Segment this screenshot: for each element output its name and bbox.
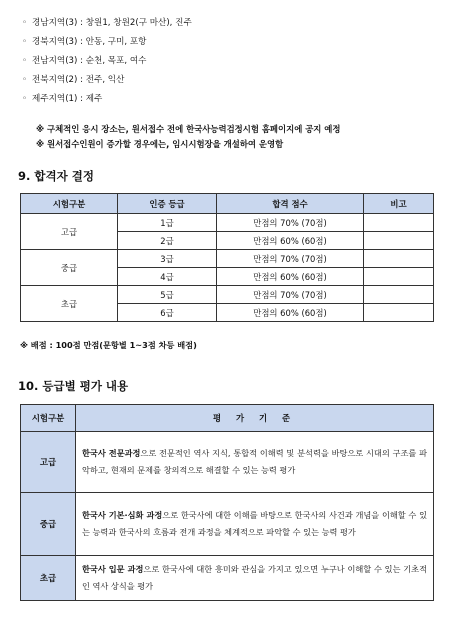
grade-cell: 6급 — [118, 304, 217, 322]
description-cell — [76, 493, 434, 556]
table-row — [21, 556, 434, 601]
note-cell — [364, 286, 434, 304]
region-item — [22, 90, 192, 109]
section-title-evaluation: 10. 등급별 평가 내용 — [18, 379, 129, 393]
note-cell — [364, 232, 434, 250]
region-text: 전북지역(2) : 전주, 익산 — [32, 75, 125, 85]
scoring-note: ※ 배점 : 100점 만점(문항별 1~3점 차등 배점) — [20, 340, 197, 350]
bullet-icon: ◦ — [22, 56, 28, 66]
column-header: 시험구분 — [21, 194, 118, 214]
region-item — [22, 52, 192, 71]
region-text: 경북지역(3) : 안동, 구미, 포항 — [32, 37, 147, 47]
column-header: 평 가 기 준 — [76, 405, 434, 432]
column-header: 합격 점수 — [217, 194, 364, 214]
score-cell: 만점의 60% (60점) — [217, 268, 364, 286]
evaluation-table — [20, 404, 434, 601]
description-cell — [76, 432, 434, 493]
bullet-icon: ◦ — [22, 18, 28, 28]
note-cell — [364, 214, 434, 232]
section-title-pass-criteria: 9. 합격자 결정 — [18, 169, 94, 183]
notice-text: 구체적인 응시 장소는, 원서접수 전에 한국사능력검정시험 홈페이지에 공지 예정 — [47, 124, 341, 134]
bullet-icon: ◦ — [22, 75, 28, 85]
course-name: 한국사 전문과정 — [82, 448, 141, 458]
column-header: 시험구분 — [21, 405, 76, 432]
region-item — [22, 71, 192, 90]
pass-criteria-table — [20, 193, 434, 322]
notice-list — [36, 122, 340, 152]
notice-text: 원서접수인원이 증가할 경우에는, 임시시험장을 개설하여 운영함 — [47, 139, 284, 149]
level-cell: 고급 — [21, 214, 118, 250]
course-name: 한국사 입문 과정 — [82, 564, 144, 574]
grade-cell: 1급 — [118, 214, 217, 232]
note-cell — [364, 304, 434, 322]
table-row — [21, 493, 434, 556]
region-item — [22, 33, 192, 52]
score-cell: 만점의 70% (70점) — [217, 250, 364, 268]
grade-cell: 3급 — [118, 250, 217, 268]
column-header: 인증 등급 — [118, 194, 217, 214]
description-text: 으로 한국사에 대한 이해를 바탕으로 한국사의 사건과 개념을 이해할 수 있는 능력과 한국사의 흐름과 전개 과정을 체계적으로 파악할 수 있는 능력 평가 — [82, 510, 427, 537]
description-text: 으로 전문적인 역사 지식, 통합적 이해력 및 분석력을 바탕으로 시대의 구조를 파악하고, 현재의 문제를 창의적으로 해결할 수 있는 능력 평가 — [82, 448, 427, 475]
score-cell: 만점의 70% (70점) — [217, 286, 364, 304]
note-cell — [364, 250, 434, 268]
region-item — [22, 14, 192, 33]
grade-cell: 4급 — [118, 268, 217, 286]
level-cell: 고급 — [21, 432, 76, 493]
reference-mark-icon: ※ — [36, 124, 45, 134]
level-cell: 중급 — [21, 493, 76, 556]
table-row — [21, 286, 434, 304]
region-text: 전남지역(3) : 순천, 목포, 여수 — [32, 56, 147, 66]
region-text: 경남지역(3) : 창원1, 창원2(구 마산), 진주 — [32, 18, 192, 28]
region-list — [22, 14, 192, 109]
description-cell — [76, 556, 434, 601]
score-cell: 만점의 60% (60점) — [217, 232, 364, 250]
column-header: 비고 — [364, 194, 434, 214]
level-cell: 초급 — [21, 556, 76, 601]
grade-cell: 5급 — [118, 286, 217, 304]
bullet-icon: ◦ — [22, 37, 28, 47]
table-row — [21, 432, 434, 493]
level-cell: 중급 — [21, 250, 118, 286]
reference-mark-icon: ※ — [36, 139, 45, 149]
description-text: 으로 한국사에 대한 흥미와 관심을 가지고 있으면 누구나 이해할 수 있는 기초적인 역사 상식을 평가 — [82, 564, 427, 591]
bullet-icon: ◦ — [22, 94, 28, 104]
region-text: 제주지역(1) : 제주 — [32, 94, 103, 104]
table-row — [21, 250, 434, 268]
score-cell: 만점의 70% (70점) — [217, 214, 364, 232]
table-header-row — [21, 194, 434, 214]
note-cell — [364, 268, 434, 286]
level-cell: 초급 — [21, 286, 118, 322]
course-name: 한국사 기본·심화 과정 — [82, 510, 163, 520]
score-cell: 만점의 60% (60점) — [217, 304, 364, 322]
notice-item — [36, 137, 340, 152]
table-header-row — [21, 405, 434, 432]
table-row — [21, 214, 434, 232]
grade-cell: 2급 — [118, 232, 217, 250]
notice-item — [36, 122, 340, 137]
